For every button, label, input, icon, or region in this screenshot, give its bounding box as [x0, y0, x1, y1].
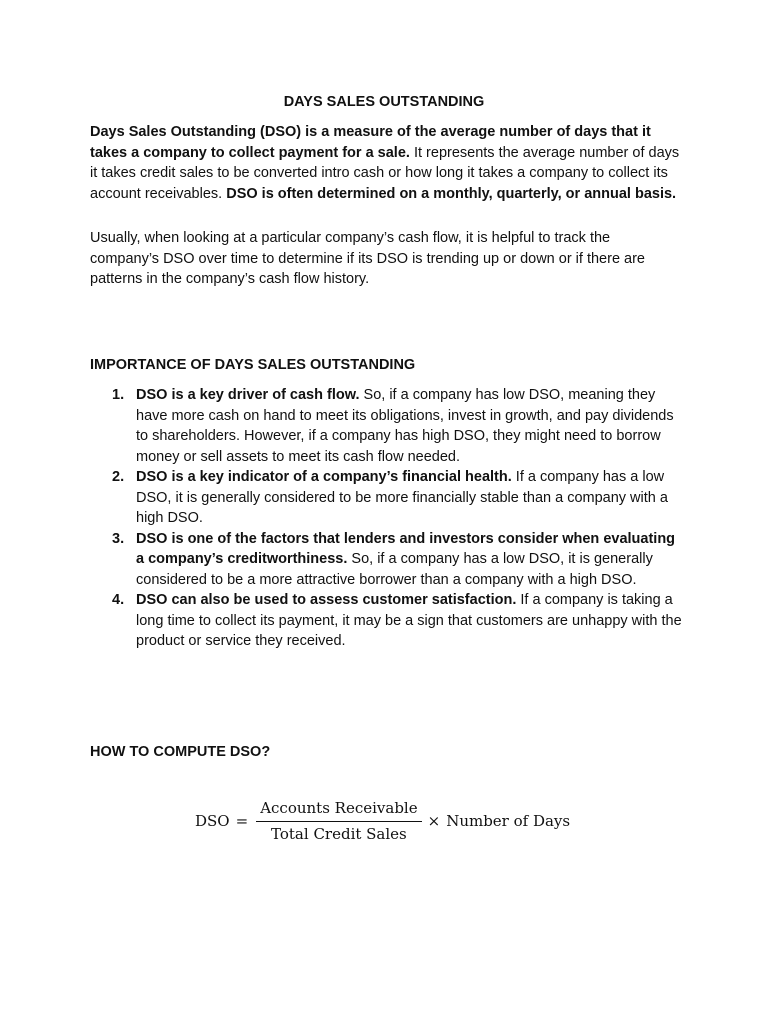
list-item-bold: DSO is one of the factors that lenders and investors consider when evaluating a company’s creditworthiness.: [136, 530, 676, 567]
page-title: DAYS SALES OUTSTANDING: [283, 94, 485, 110]
importance-list: [90, 385, 682, 652]
list-item-number: 2.: [112, 469, 125, 485]
list-item-text: So, if a company has a low DSO, it is generally considered to be a more attractive borrower than a company with a high DSO.: [136, 551, 653, 588]
list-item: [90, 529, 682, 591]
list-item-bold: DSO is a key driver of cash flow.: [136, 387, 360, 403]
compute-heading: HOW TO COMPUTE DSO?: [90, 744, 271, 760]
formula-numerator: Accounts Receivable: [256, 798, 421, 822]
list-item-text: So, if a company has low DSO, meaning they have more cash on hand to meet its obligations, invest in growth, and pay dividends to shareholders. However, if a company has high DSO, they might need to borrow money or sell assets to meet its cash flow needed.: [136, 387, 674, 465]
formula-denominator: Total Credit Sales: [271, 824, 407, 843]
list-item-number: 3.: [112, 530, 125, 547]
formula-times: ×: [427, 811, 441, 830]
formula-lhs: DSO: [195, 811, 230, 830]
list-item-number: 4.: [112, 592, 125, 608]
intro-paragraph: [90, 122, 682, 204]
intro-bold-definition: Days Sales Outstanding (DSO) is a measure of the average number of days that it takes a company to collect payment for a sale.: [90, 124, 651, 161]
list-item-bold: DSO can also be used to assess customer satisfaction.: [136, 592, 517, 608]
formula-multiplier: Number of Days: [446, 811, 571, 830]
list-item: [90, 590, 682, 652]
intro-bold-basis: DSO is often determined on a monthly, quarterly, or annual basis.: [226, 185, 677, 202]
dso-formula: [195, 798, 570, 844]
importance-heading: IMPORTANCE OF DAYS SALES OUTSTANDING: [90, 357, 416, 373]
list-item-text: If a company has a low DSO, it is generally considered to be more financially stable than a company with a high DSO.: [136, 469, 668, 526]
cash-flow-paragraph: Usually, when looking at a particular company’s cash flow, it is helpful to track the company’s DSO over time to determine if its DSO is trending up or down or if there are patterns in the company’s cash flow history.: [90, 230, 646, 287]
list-item-text: If a company is taking a long time to collect its payment, it may be a sign that customers are unhappy with the product or service they received.: [136, 592, 682, 649]
list-item-bold: DSO is a key indicator of a company’s financial health.: [136, 469, 512, 485]
formula-fraction: [256, 798, 421, 844]
formula-equals: =: [235, 811, 249, 830]
list-item: [90, 385, 682, 467]
list-item: [90, 467, 682, 529]
intro-text: It represents the average number of days it takes credit sales to be converted intro cash or how long it takes a company to collect its account receivables.: [90, 144, 680, 202]
list-item-number: 1.: [112, 387, 125, 403]
